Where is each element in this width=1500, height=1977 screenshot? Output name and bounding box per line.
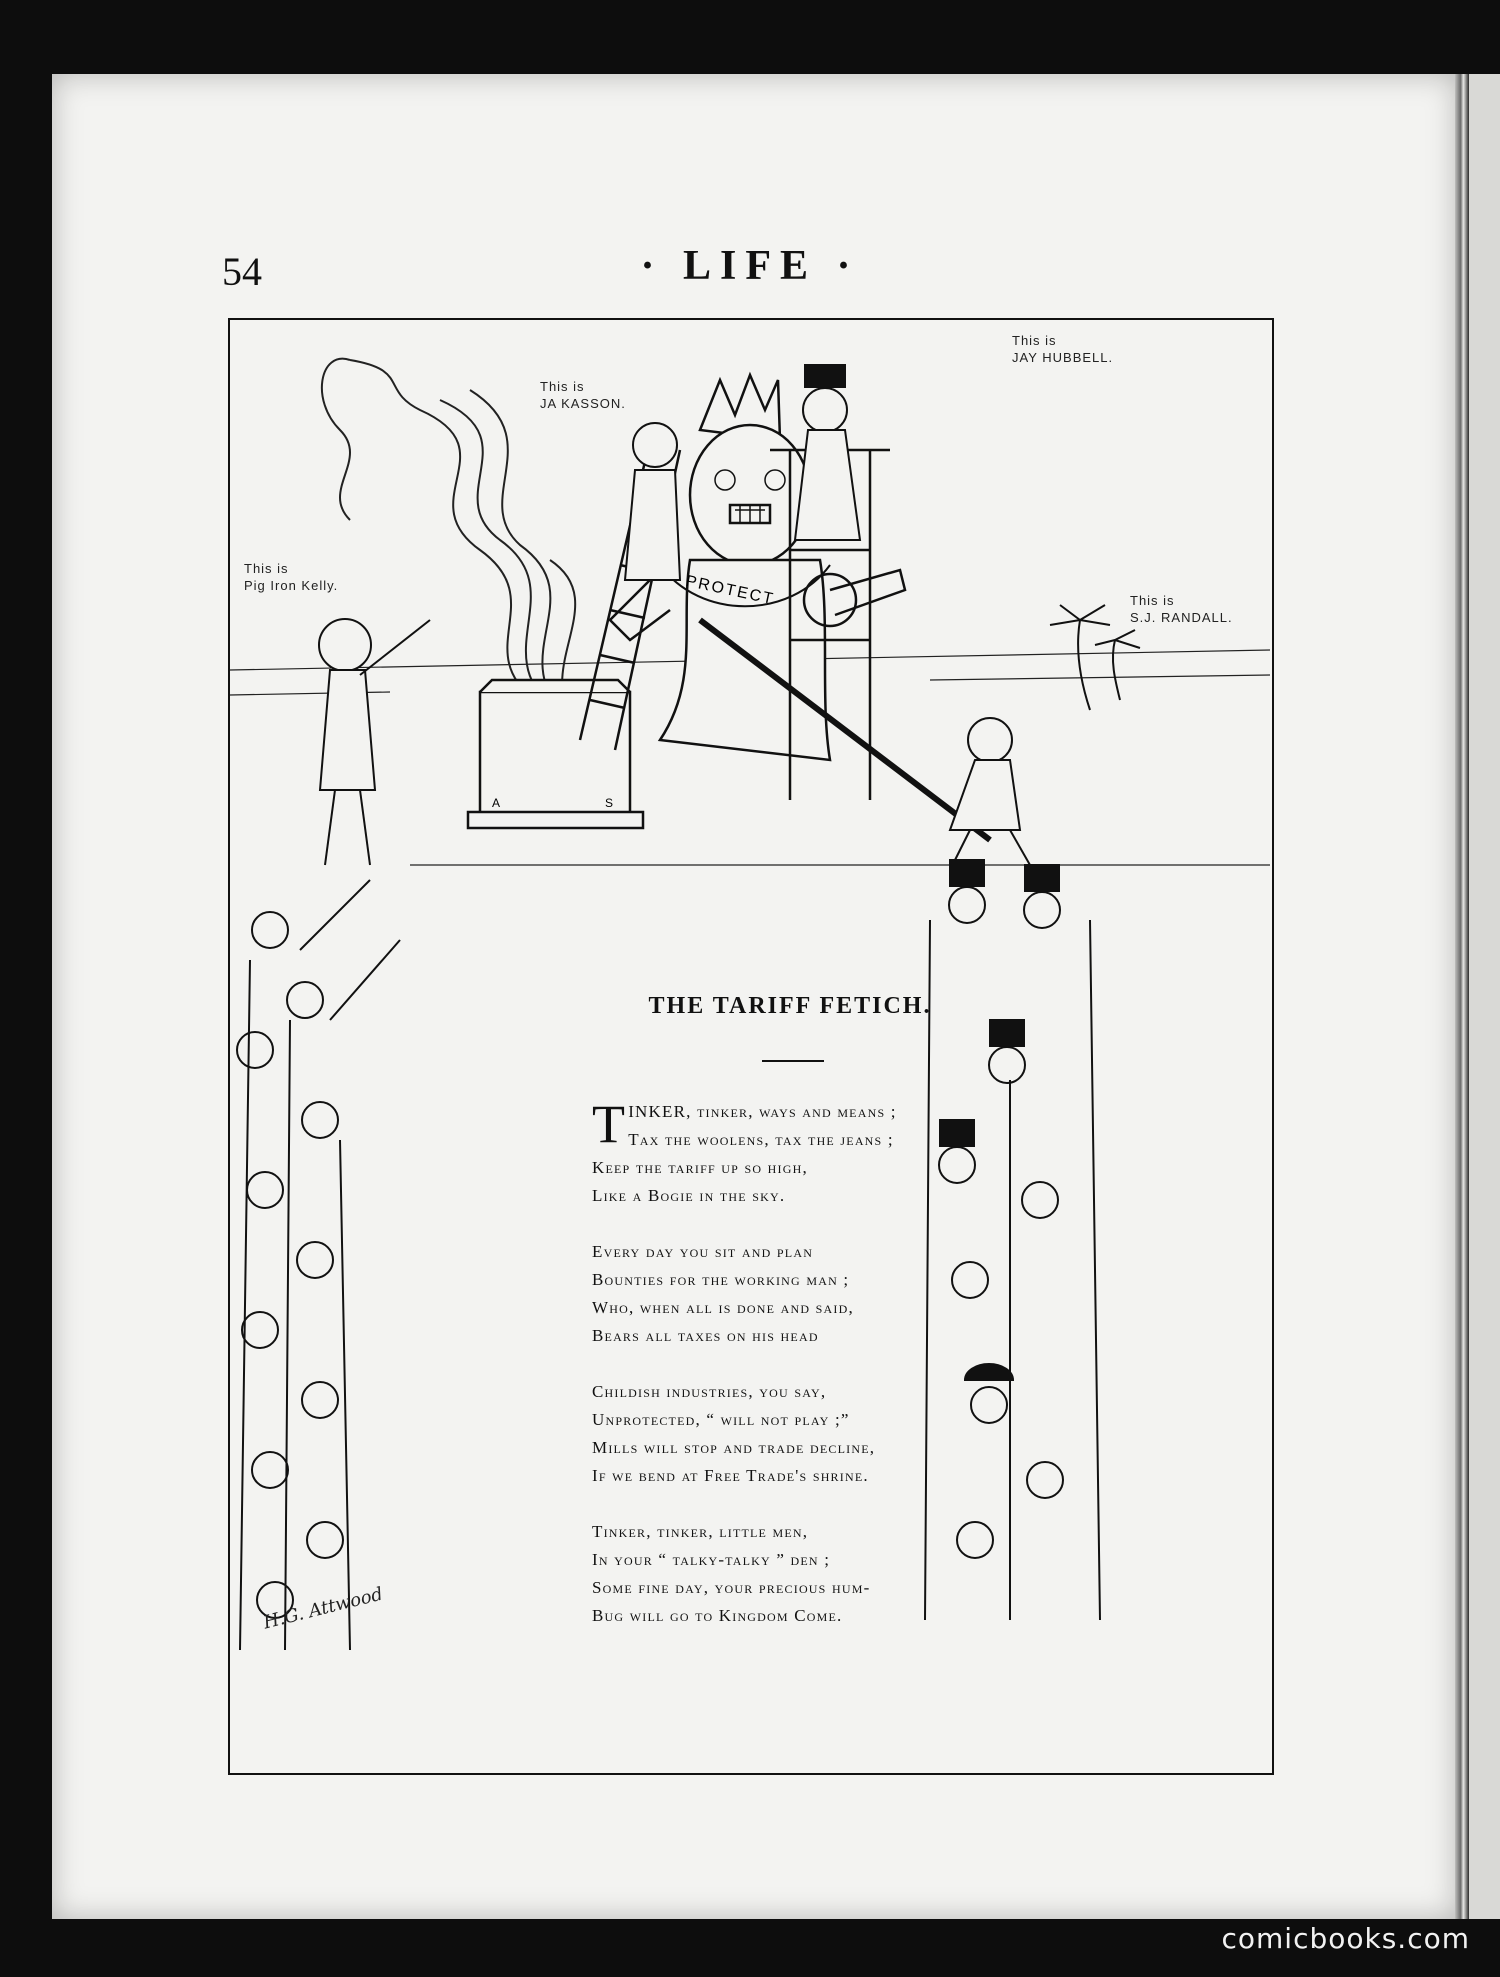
poem-line: Keep the tariff up so high, <box>592 1158 808 1177</box>
altar-letter-left: A <box>492 796 501 810</box>
poem-line: If we bend at Free Trade's shrine. <box>592 1466 869 1485</box>
poem-line: Tinker, tinker, little men, <box>592 1522 809 1541</box>
drop-cap: T <box>592 1094 627 1154</box>
poem-line: Tax the woolens, tax the jeans ; <box>628 1130 894 1149</box>
page-number: 54 <box>222 249 262 294</box>
poem-line: Childish industries, you say, <box>592 1382 827 1401</box>
poem-body <box>592 1094 1022 1658</box>
poem-line: Some fine day, your precious hum- <box>592 1578 871 1597</box>
page-gutter <box>1455 74 1469 1919</box>
poem-line: Bounties for the working man ; <box>592 1270 850 1289</box>
poem-line: Every day you sit and plan <box>592 1242 814 1261</box>
poem-line: INKER, tinker, ways and means ; <box>628 1102 897 1121</box>
idol-sash-label: PROTECT <box>684 572 777 609</box>
masthead-title: · LIFE · <box>640 243 860 289</box>
stanza-4 <box>592 1518 1022 1630</box>
figure-kasson <box>625 423 680 580</box>
poem-line: Like a Bogie in the sky. <box>592 1186 786 1205</box>
title-rule <box>762 1060 824 1062</box>
stanza-2 <box>592 1238 1022 1350</box>
poem-line: Bears all taxes on his head <box>592 1326 819 1345</box>
caption-kasson: This is JA KASSON. <box>540 379 626 411</box>
stanza-3 <box>592 1378 1022 1490</box>
palm-trees <box>1050 605 1140 710</box>
altar-letter-right: S <box>605 796 614 810</box>
figure-randall <box>950 718 1030 870</box>
poem-line: Mills will stop and trade decline, <box>592 1438 876 1457</box>
caption-sj-randall: This is S.J. RANDALL. <box>1130 593 1233 625</box>
site-watermark: comicbooks.com <box>1221 1922 1470 1955</box>
caption-pig-iron-kelly: This is Pig Iron Kelly. <box>244 561 339 593</box>
poem-line: In your “ talky-talky ” den ; <box>592 1550 831 1569</box>
caption-jay-hubbell: This is JAY HUBBELL. <box>1012 333 1114 365</box>
stanza-1 <box>592 1094 1022 1210</box>
figure-kelly <box>319 619 430 865</box>
poem-title: THE TARIFF FETICH. <box>648 993 932 1019</box>
poem-line: Bug will go to Kingdom Come. <box>592 1606 843 1625</box>
figure-hubbell <box>795 365 860 540</box>
crowd-left <box>237 880 400 1650</box>
artist-signature: H.G. Attwood <box>261 1583 386 1634</box>
poem-line: Unprotected, “ will not play ;” <box>592 1410 850 1429</box>
poem-line: Who, when all is done and said, <box>592 1298 854 1317</box>
facing-page-edge <box>1469 74 1500 1919</box>
